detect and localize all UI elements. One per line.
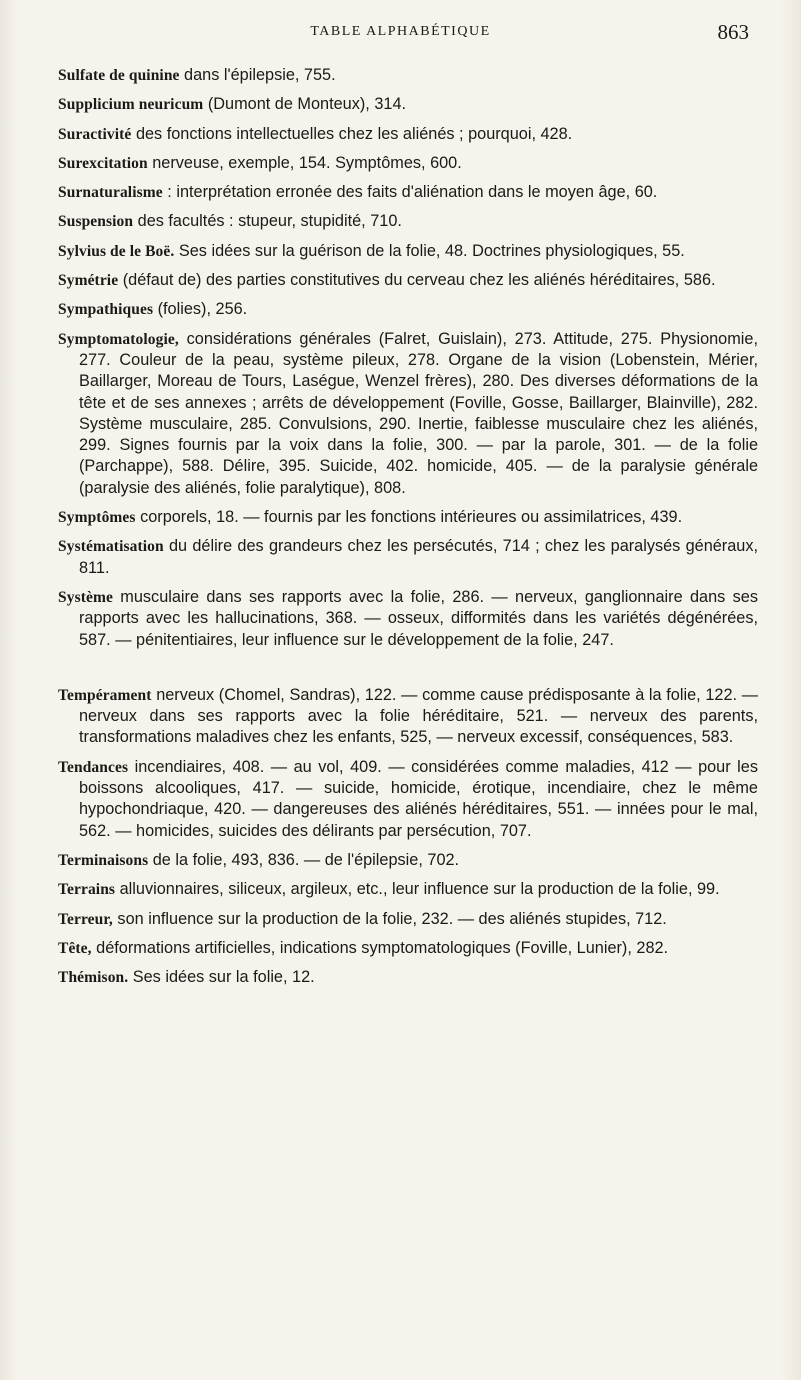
entry-headword: Tendances bbox=[58, 758, 129, 776]
entry-text: Ses idées sur la folie, 12. bbox=[128, 968, 315, 987]
entry-headword: Systématisation bbox=[58, 538, 164, 556]
entry-headword: Symptômes bbox=[58, 509, 136, 527]
index-entry bbox=[58, 507, 758, 528]
entry-headword: Thémison. bbox=[58, 969, 129, 987]
index-entry bbox=[58, 270, 758, 291]
entry-headword: Terrains bbox=[58, 881, 116, 899]
index-entry bbox=[58, 850, 758, 871]
entry-headword: Terminaisons bbox=[58, 851, 149, 869]
entry-text: déformations artificielles, indications symptomatologiques (Foville, Lunier), 282. bbox=[91, 938, 669, 957]
entry-headword: Sylvius de le Boë. bbox=[58, 242, 175, 260]
entry-text: des fonctions intellectuelles chez les aliénés ; pourquoi, 428. bbox=[131, 124, 573, 143]
entry-headword: Sulfate de quinine bbox=[58, 67, 180, 84]
entry-text: nerveuse, exemple, 154. Symptômes, 600. bbox=[147, 153, 462, 172]
index-entry bbox=[58, 967, 758, 988]
entry-headword: Suractivité bbox=[58, 125, 132, 143]
entry-text: des facultés : stupeur, stupidité, 710. bbox=[133, 212, 402, 231]
entry-headword: Surexcitation bbox=[58, 154, 148, 172]
entry-headword: Surnaturalisme bbox=[58, 184, 163, 202]
index-entry bbox=[58, 153, 758, 174]
entry-text: (défaut de) des parties constitutives du cerveau chez les aliénés héréditaires, 586. bbox=[118, 271, 716, 290]
index-entry bbox=[58, 65, 758, 86]
entry-headword: Terreur, bbox=[58, 910, 113, 928]
index-entry bbox=[58, 299, 758, 320]
index-entry bbox=[58, 536, 758, 579]
index-entry bbox=[58, 587, 758, 651]
entry-text: : interprétation erronée des faits d'aliénation dans le moyen âge, 60. bbox=[162, 183, 658, 202]
index-entries bbox=[58, 65, 758, 996]
entry-text: Ses idées sur la guérison de la folie, 48. Doctrines physiologiques, 55. bbox=[174, 241, 685, 260]
entry-text: corporels, 18. — fournis par les fonctions intérieures ou assimilatrices, 439. bbox=[135, 508, 683, 527]
index-entry bbox=[58, 879, 758, 900]
index-entry bbox=[58, 329, 758, 499]
entry-text: de la folie, 493, 836. — de l'épilepsie, 702. bbox=[148, 850, 460, 869]
entry-headword: Tempérament bbox=[58, 686, 152, 704]
entry-text: alluvionnaires, siliceux, argileux, etc., leur influence sur la production de la folie, 99. bbox=[115, 880, 720, 899]
index-entry bbox=[58, 124, 758, 145]
index-entry bbox=[58, 909, 758, 930]
page-number: 863 bbox=[717, 20, 749, 44]
index-entry bbox=[58, 211, 758, 232]
entry-headword: Système bbox=[58, 588, 113, 606]
entry-text: musculaire dans ses rapports avec la folie, 286. — nerveux, ganglionnaire dans ses rapports avec les hallucinations, 368. — osseux, difformités dans les variétés dégénérées, 587. — pénitentiaires, leur influence sur le développement de la folie, 247. bbox=[79, 587, 758, 649]
entry-text: dans l'épilepsie, 755. bbox=[179, 66, 336, 84]
index-entry bbox=[58, 938, 758, 959]
page-header bbox=[0, 20, 801, 54]
entry-text: son influence sur la production de la folie, 232. — des aliénés stupides, 712. bbox=[112, 909, 667, 928]
entry-text: (folies), 256. bbox=[153, 300, 248, 319]
running-title: TABLE ALPHABÉTIQUE bbox=[310, 24, 491, 39]
entry-headword: Sympathiques bbox=[58, 301, 154, 319]
index-entry bbox=[58, 94, 758, 115]
index-entry bbox=[58, 241, 758, 262]
entry-text: du délire des grandeurs chez les persécutés, 714 ; chez les paralysés généraux, 811. bbox=[79, 537, 758, 577]
entry-headword: Supplicium neuricum bbox=[58, 96, 204, 114]
entry-text: nerveux (Chomel, Sandras), 122. — comme cause prédisposante à la folie, 122. — nerveux dans ses rapports avec la folie héréditaire, 521. — nerveux des parents, transformations maladives chez les enfants, 525, — nerveux excessif, conséquences, 583. bbox=[79, 685, 758, 747]
entry-text: (Dumont de Monteux), 314. bbox=[203, 95, 407, 114]
index-entry bbox=[58, 757, 758, 842]
index-entry bbox=[58, 685, 758, 749]
entry-headword: Symptomatologie, bbox=[58, 330, 179, 348]
entry-text: incendiaires, 408. — au vol, 409. — considérées comme maladies, 412 — pour les boissons alcooliques, 417. — suicide, homicide, érotique, incendiaire, chez le même hypochondriaque, 420. — dangereuses des aliénés héréditaires, 551. — innées pour le mal, 562. — homicides, suicides des délirants par persécution, 707. bbox=[79, 757, 758, 840]
entry-text: considérations générales (Falret, Guislain), 273. Attitude, 275. Physionomie, 277. Couleur de la peau, système pileux, 278. Organe de la vision (Lobenstein, Mérier, Baillarger, Moreau de Tours, Laségue, Wenzel frères), 280. Des diverses déformations de la tête et de ses annexes ; arrêts de développement (Foville, Gosse, Baillarger, Blainville), 282. Système musculaire, 285. Convulsions, 290. Inertie, faiblesse musculaire chez les aliénés, 299. Signes fournis par la voix dans la folie, 300. — par la parole, 301. — de la folie (Parchappe), 588. Délire, 395. Suicide, 402. homicide, 405. — de la paralysie générale (paralysie des aliénés, folie paralytique), 808. bbox=[79, 329, 758, 497]
index-entry bbox=[58, 182, 758, 203]
entry-headword: Tête, bbox=[58, 939, 92, 957]
entry-headword: Symétrie bbox=[58, 272, 119, 290]
entry-headword: Suspension bbox=[58, 213, 134, 231]
